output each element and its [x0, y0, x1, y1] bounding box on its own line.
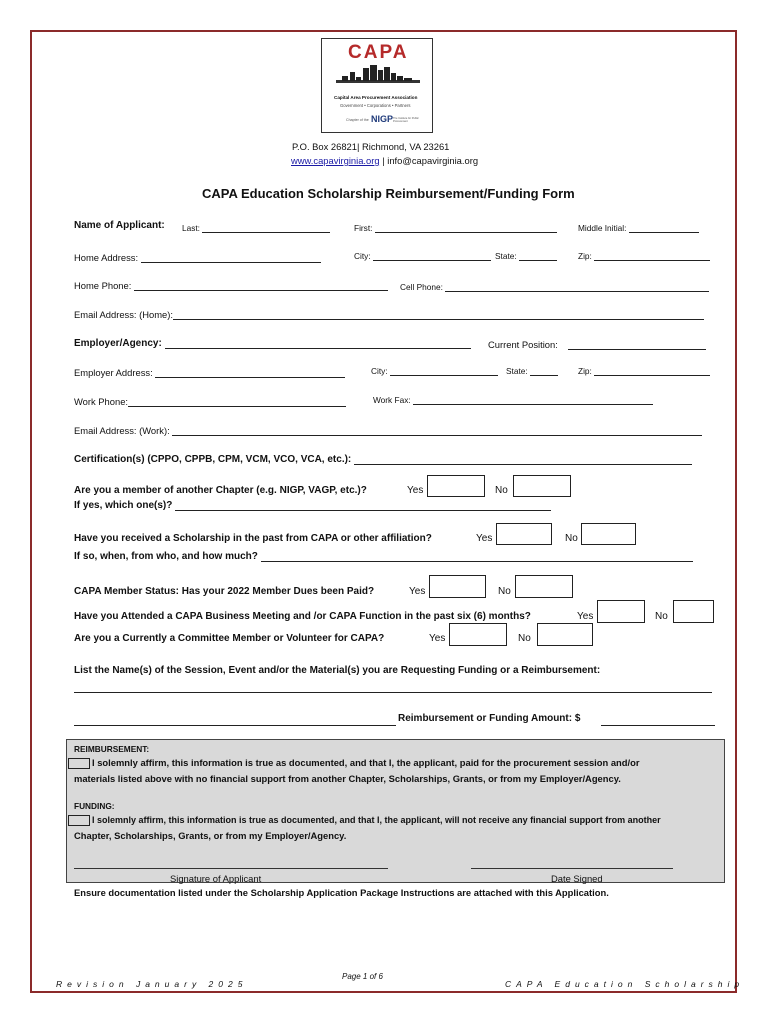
- cell-phone-field[interactable]: [400, 281, 709, 292]
- funding-checkbox[interactable]: [68, 815, 90, 826]
- current-position-field[interactable]: [488, 339, 706, 350]
- last-name-field[interactable]: [182, 222, 330, 233]
- documentation-instructions: Ensure documentation listed under the Scholarship Application Package Instructions are attached with this Application.: [74, 887, 609, 898]
- logo-chapter-of: Chapter of the: [346, 118, 369, 122]
- date-signed-label: Date Signed: [551, 873, 603, 884]
- funding-line-2: Chapter, Scholarships, Grants, or from my Employer/Agency.: [74, 830, 347, 841]
- employer-label: Employer/Agency:: [74, 338, 162, 349]
- signature-line[interactable]: [74, 868, 388, 869]
- home-email-label: Email Address: (Home):: [74, 309, 173, 320]
- reimbursement-line-1: I solemnly affirm, this information is true as documented, and that I, the applicant, paid for the procurement session and/or: [92, 757, 640, 768]
- amount-line[interactable]: [74, 725, 396, 726]
- scholarship-details-field[interactable]: [74, 551, 693, 562]
- certifications-label: Certification(s) (CPPO, CPPB, CPM, VCM, VCO, VCA, etc.):: [74, 454, 352, 465]
- home-zip-field[interactable]: [578, 250, 710, 261]
- skyline-icon: [336, 65, 420, 87]
- member-status-yes-box[interactable]: [429, 575, 486, 598]
- committee-yes-label: Yes: [429, 633, 446, 644]
- attended-meeting-no-label: No: [655, 611, 668, 622]
- employer-zip-label: Zip:: [578, 366, 592, 376]
- employer-zip-field[interactable]: [578, 365, 710, 376]
- list-sessions-label: List the Name(s) of the Session, Event and/or the Material(s) you are Requesting Funding or a Reimbursement:: [74, 665, 601, 676]
- member-status-no-label: No: [498, 586, 511, 597]
- scholarship-details-label: If so, when, from who, and how much?: [74, 551, 258, 562]
- reimbursement-affirmation: [68, 757, 639, 769]
- website-link[interactable]: www.capavirginia.org: [291, 155, 380, 166]
- certifications-field[interactable]: [74, 454, 692, 465]
- employer-address-label: Employer Address:: [74, 367, 153, 378]
- home-address-field[interactable]: [74, 252, 321, 263]
- employer-address-field[interactable]: [74, 367, 345, 378]
- name-of-applicant-label: Name of Applicant:: [74, 220, 165, 231]
- footer-program-name: CAPA Education Scholarship: [505, 979, 745, 989]
- funding-line-1: I solemnly affirm, this information is true as documented, and that I, the applicant, will not receive any financial support from another: [92, 815, 661, 825]
- cell-phone-label: Cell Phone:: [400, 282, 443, 292]
- received-scholarship-no-label: No: [565, 533, 578, 544]
- footer-revision: Revision January 2025: [56, 979, 248, 989]
- employer-field[interactable]: [74, 338, 471, 349]
- home-phone-field[interactable]: [74, 280, 388, 291]
- funding-heading: FUNDING:: [74, 801, 115, 811]
- logo-acronym: CAPA: [348, 42, 409, 63]
- work-fax-label: Work Fax:: [373, 395, 411, 405]
- home-address-label: Home Address:: [74, 252, 139, 263]
- logo-nigp: NIGP: [371, 114, 394, 124]
- which-chapters-field[interactable]: [74, 500, 551, 511]
- work-phone-field[interactable]: [74, 396, 346, 407]
- employer-city-field[interactable]: [371, 365, 498, 376]
- home-state-field[interactable]: [495, 250, 557, 261]
- current-position-label: Current Position:: [488, 339, 558, 350]
- funding-affirmation: [68, 814, 661, 826]
- reimbursement-heading: REIMBURSEMENT:: [74, 744, 150, 754]
- date-signed-line[interactable]: [471, 868, 673, 869]
- member-status-no-box[interactable]: [515, 575, 573, 598]
- capa-logo: [321, 38, 433, 133]
- logo-nigp-sub: The Institute for Public Procurement: [393, 117, 419, 123]
- employer-city-label: City:: [371, 366, 388, 376]
- last-name-label: Last:: [182, 223, 200, 233]
- work-email-label: Email Address: (Work):: [74, 425, 170, 436]
- home-phone-label: Home Phone:: [74, 280, 132, 291]
- first-name-label: First:: [354, 223, 373, 233]
- member-chapter-yes-box[interactable]: [427, 475, 485, 497]
- committee-yes-box[interactable]: [449, 623, 507, 646]
- member-chapter-no-label: No: [495, 485, 508, 496]
- form-title: CAPA Education Scholarship Reimbursement/Funding Form: [202, 186, 575, 201]
- reimbursement-line-2: materials listed above with no financial support from another Chapter, Scholarships, Grants, or from my Employer/Agency.: [74, 773, 621, 784]
- which-chapters-label: If yes, which one(s)?: [74, 500, 173, 511]
- amount-label: Reimbursement or Funding Amount: $: [398, 713, 581, 724]
- list-sessions-input[interactable]: [74, 682, 712, 693]
- received-scholarship-no-box[interactable]: [581, 523, 636, 545]
- member-status-yes-label: Yes: [409, 586, 426, 597]
- received-scholarship-question: Have you received a Scholarship in the past from CAPA or other affiliation?: [74, 533, 432, 544]
- work-email-field[interactable]: [74, 425, 702, 436]
- middle-initial-label: Middle Initial:: [578, 223, 627, 233]
- home-city-label: City:: [354, 251, 371, 261]
- home-city-field[interactable]: [354, 250, 491, 261]
- work-phone-label: Work Phone:: [74, 396, 129, 407]
- member-chapter-yes-label: Yes: [407, 485, 424, 496]
- received-scholarship-yes-box[interactable]: [496, 523, 552, 545]
- middle-initial-field[interactable]: [578, 222, 699, 233]
- member-chapter-question: Are you a member of another Chapter (e.g. NIGP, VAGP, etc.)?: [74, 485, 367, 496]
- committee-no-label: No: [518, 633, 531, 644]
- work-fax-field[interactable]: [373, 394, 653, 405]
- home-state-label: State:: [495, 251, 517, 261]
- home-zip-label: Zip:: [578, 251, 592, 261]
- employer-state-field[interactable]: [506, 365, 558, 376]
- contact-email: | info@capavirginia.org: [379, 155, 479, 166]
- member-status-question: CAPA Member Status: Has your 2022 Member Dues been Paid?: [74, 586, 375, 597]
- committee-question: Are you a Currently a Committee Member or Volunteer for CAPA?: [74, 633, 385, 644]
- attended-meeting-question: Have you Attended a CAPA Business Meeting and /or CAPA Function in the past six (6) months?: [74, 611, 531, 622]
- employer-state-label: State:: [506, 366, 528, 376]
- contact-line: [291, 155, 478, 166]
- mailing-address: P.O. Box 26821| Richmond, VA 23261: [292, 141, 450, 152]
- committee-no-box[interactable]: [537, 623, 593, 646]
- logo-tagline: Government • Corporations • Partners: [340, 103, 411, 108]
- first-name-field[interactable]: [354, 222, 557, 233]
- attended-meeting-yes-label: Yes: [577, 611, 594, 622]
- home-email-field[interactable]: [74, 309, 704, 320]
- attended-meeting-no-box[interactable]: [673, 600, 714, 623]
- logo-org-name: Capital Area Procurement Association: [334, 95, 418, 100]
- reimbursement-checkbox[interactable]: [68, 758, 90, 769]
- footer-page-number: Page 1 of 6: [342, 972, 383, 981]
- amount-input[interactable]: [601, 725, 715, 726]
- attended-meeting-yes-box[interactable]: [597, 600, 645, 623]
- signature-label: Signature of Applicant: [170, 873, 262, 884]
- member-chapter-no-box[interactable]: [513, 475, 571, 497]
- received-scholarship-yes-label: Yes: [476, 533, 493, 544]
